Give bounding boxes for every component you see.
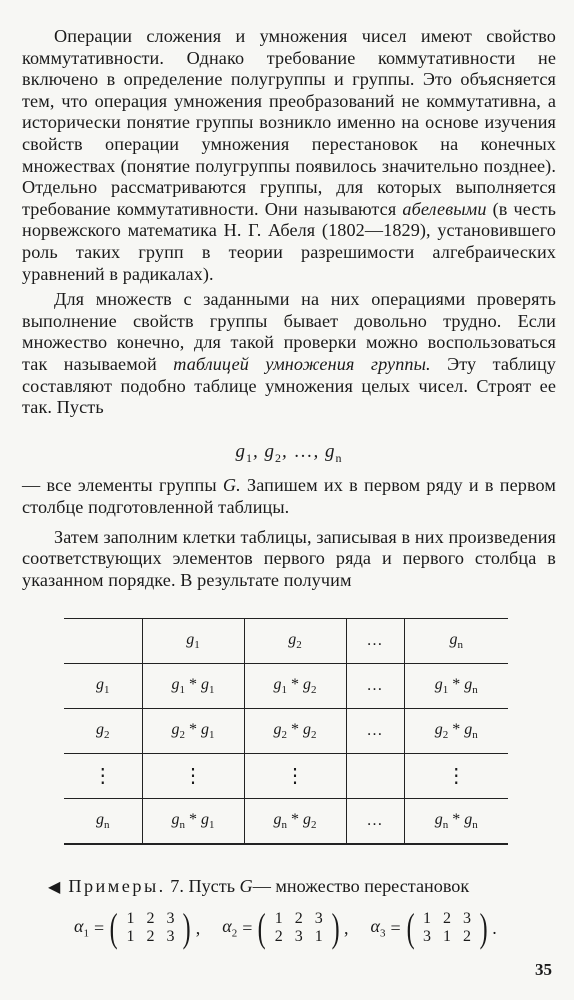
permutation-matrices [74, 905, 503, 950]
table-cell: ⋮ [142, 754, 244, 799]
table-cell: $g_2$ [244, 619, 346, 664]
table-row [64, 664, 508, 709]
multiplication-table [64, 618, 508, 845]
page-number: 35 [535, 960, 552, 979]
table-cell: $g_n * g_n$ [404, 799, 508, 845]
examples-label: Примеры. [68, 876, 166, 896]
paragraph-1: Операции сложения и умножения чисел имеют свойство коммутативности. Однако требование коммутативности не включено в определение полугруппы и группы. Это объясняется тем, что операция умножения преобразований не коммутативна, а исторически понятие группы возникло именно на основе изучения свойств операции умножения перестановок на конечных множествах (понятие полугруппы появилось значительно позднее). Отдельно рассматриваются группы, для которых выполняется требование коммутативности. Они называются абелевыми (в честь норвежского математика Н. Г. Абеля (1802—1829), установившего роль таких групп в теории разрешимости алгебраических уравнений в радикалах). [22, 26, 557, 284]
table-row [64, 799, 508, 845]
page-body [22, 26, 556, 591]
table-cell: ⋮ [404, 754, 508, 799]
example-number: 7. [170, 876, 184, 896]
triangle-marker-icon: ◀ [48, 879, 61, 896]
table-cell: $g_2 * g_1$ [142, 709, 244, 754]
italic-term-abelian: абелевыми [402, 198, 487, 219]
table-cell: $g_n * g_2$ [244, 799, 346, 845]
table-cell: … [346, 799, 404, 845]
table-row [64, 709, 508, 754]
group-multiplication-table [64, 618, 508, 845]
element-list-formula: $g_1$, $g_2$, …, $g_n$ [235, 440, 343, 465]
table-cell [64, 619, 142, 664]
table-cell: $g_n$ [404, 619, 508, 664]
paragraph-4: Затем заполним клетки таблицы, записывая в них произведения соответствующих элементов первого ряда и первого столбца в указанном порядке. В результате получим [22, 526, 556, 590]
table-cell: $g_1$ [142, 619, 244, 664]
permutation-alpha-2: $\alpha_2$ = ( 1 2 3 2 3 1 ) , [222, 905, 349, 950]
table-cell: $g_2 * g_n$ [404, 709, 508, 754]
table-cell: $g_1 * g_2$ [244, 664, 346, 709]
italic-term-group-table: таблицей умножения группы. [173, 353, 431, 374]
table-cell: $g_n * g_1$ [142, 799, 244, 845]
table-cell: $g_2$ [64, 709, 142, 754]
table-row [64, 754, 508, 799]
permutation-alpha-1: $\alpha_1$ = ( 1 2 3 1 2 3 ) , [74, 905, 201, 950]
table-cell: $g_1$ [64, 664, 142, 709]
table-cell: ⋮ [244, 754, 346, 799]
table-cell: … [346, 664, 404, 709]
paragraph-3: — все элементы группы G. Запишем их в первом ряду и в первом столбце подготовленной таблицы. [22, 475, 556, 518]
table-cell: … [346, 619, 404, 664]
table-header-row [64, 619, 508, 664]
examples-line: ◀ Примеры. 7. Пусть G— множество перестановок [48, 876, 470, 896]
table-cell: $g_n$ [64, 799, 142, 845]
paragraph-2: Для множеств с заданными на них операциями проверять выполнение свойств группы бывает довольно трудно. Если множество конечно, для такой проверки можно воспользоваться так называемой таблицей умножения группы. Эту таблицу составляют подобно таблице умножения целых чисел. Строят ее так. Пусть [22, 289, 556, 418]
table-cell: … [346, 709, 404, 754]
table-cell: ⋮ [64, 754, 142, 799]
permutation-alpha-3: $\alpha_3$ = ( 1 2 3 3 1 2 ) . [370, 905, 497, 950]
table-cell: $g_1 * g_n$ [404, 664, 508, 709]
table-cell [346, 754, 404, 799]
table-cell: $g_2 * g_2$ [244, 709, 346, 754]
table-cell: $g_1 * g_1$ [142, 664, 244, 709]
